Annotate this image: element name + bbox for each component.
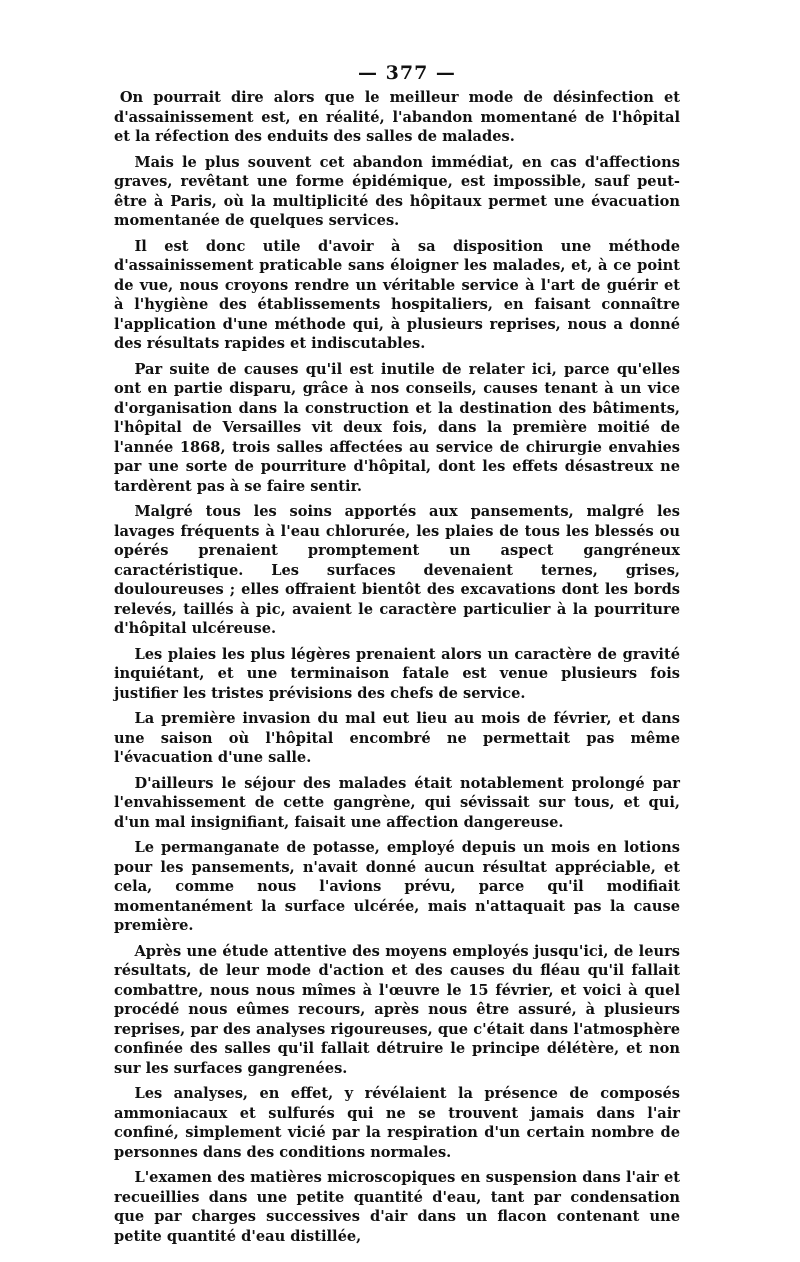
page-number: — 377 — — [358, 62, 456, 84]
paragraph-4: Par suite de causes qu'il est inutile de relater ici, parce qu'elles ont en partie disparu, grâce à nos conseils, causes tenant à un vice d'organisation dans la construction et la destination des bâtiments, l'hôpital de Versailles vit deux fois, dans la première moitié de l'année 1868, trois salles affectées au service de chirurgie envahies par une sorte de pourriture d'hôpital, dont les effets désastreux ne tardèrent pas à se faire sentir. — [114, 360, 680, 495]
paragraph-1: On pourrait dire alors que le meilleur mode de désinfection et d'assainissement est, en réalité, l'abandon momentané de l'hôpital et la réfection des enduits des salles de malades. — [114, 89, 680, 145]
body-text — [114, 88, 680, 1246]
paragraph-5: Malgré tous les soins apportés aux pansements, malgré les lavages fréquents à l'eau chlorurée, les plaies de tous les blessés ou opérés prenaient promptement un aspect gangréneux caractéristique. Les surfaces devenaient ternes, grises, douloureuses ; elles offraient bientôt des excavations dont les bords relevés, taillés à pic, avaient le caractère particulier à la pourriture d'hôpital ulcéreuse. — [114, 503, 680, 637]
paragraph-10: Après une étude attentive des moyens employés jusqu'ici, de leurs résultats, de leur mode d'action et des causes du fléau qu'il fallait combattre, nous nous mîmes à l'œuvre le 15 février, et voici à quel procédé nous eûmes recours, après nous être assuré, à plusieurs reprises, par des analyses rigoureuses, que c'était dans l'atmosphère confinée des salles qu'il fallait détruire le principe délétère, et non sur les surfaces gangrenées. — [114, 942, 680, 1077]
paragraph-11: Les analyses, en effet, y révélaient la présence de composés ammoniacaux et sulfurés qui ne se trouvent jamais dans l'air confiné, simplement vicié par la respiration d'un certain nombre de personnes dans des conditions normales. — [114, 1085, 680, 1161]
paragraph-12: L'examen des matières microscopiques en suspension dans l'air et recueillies dans une petite quantité d'eau, tant par condensation que par charges successives d'air dans un flacon contenant une petite quantité d'eau distillée, — [114, 1169, 680, 1245]
paragraph-8: D'ailleurs le séjour des malades était notablement prolongé par l'envahissement de cette gangrène, qui sévissait sur tous, et qui, d'un mal insignifiant, faisait une affection dangereuse. — [114, 774, 680, 831]
paragraph-7: La première invasion du mal eut lieu au mois de février, et dans une saison où l'hôpital encombré ne permettait pas même l'évacuation d'une salle. — [114, 710, 680, 766]
paragraph-3: Il est donc utile d'avoir à sa disposition une méthode d'assainissement praticable sans éloigner les malades, et, à ce point de vue, nous croyons rendre un véritable service à l'art de guérir et à l'hygiène des établissements hospitaliers, en faisant connaître l'application d'une méthode qui, à plusieurs reprises, nous a donné des résultats rapides et indiscutables. — [114, 237, 680, 352]
paragraph-2: Mais le plus souvent cet abandon immédiat, en cas d'affections graves, revêtant une forme épidémique, est impossible, sauf peut-être à Paris, où la multiplicité des hôpitaux permet une évacuation momentanée de quelques services. — [114, 153, 680, 229]
paragraph-9: Le permanganate de potasse, employé depuis un mois en lotions pour les pansements, n'avait donné aucun résultat appréciable, et cela, comme nous l'avions prévu, parce qu'il modifiait momentanément la surface ulcérée, mais n'attaquait pas la cause première. — [114, 839, 680, 934]
paragraph-6: Les plaies les plus légères prenaient alors un caractère de gravité inquiétant, et une terminaison fatale est venue plusieurs fois justifier les tristes prévisions des chefs de service. — [114, 645, 680, 702]
